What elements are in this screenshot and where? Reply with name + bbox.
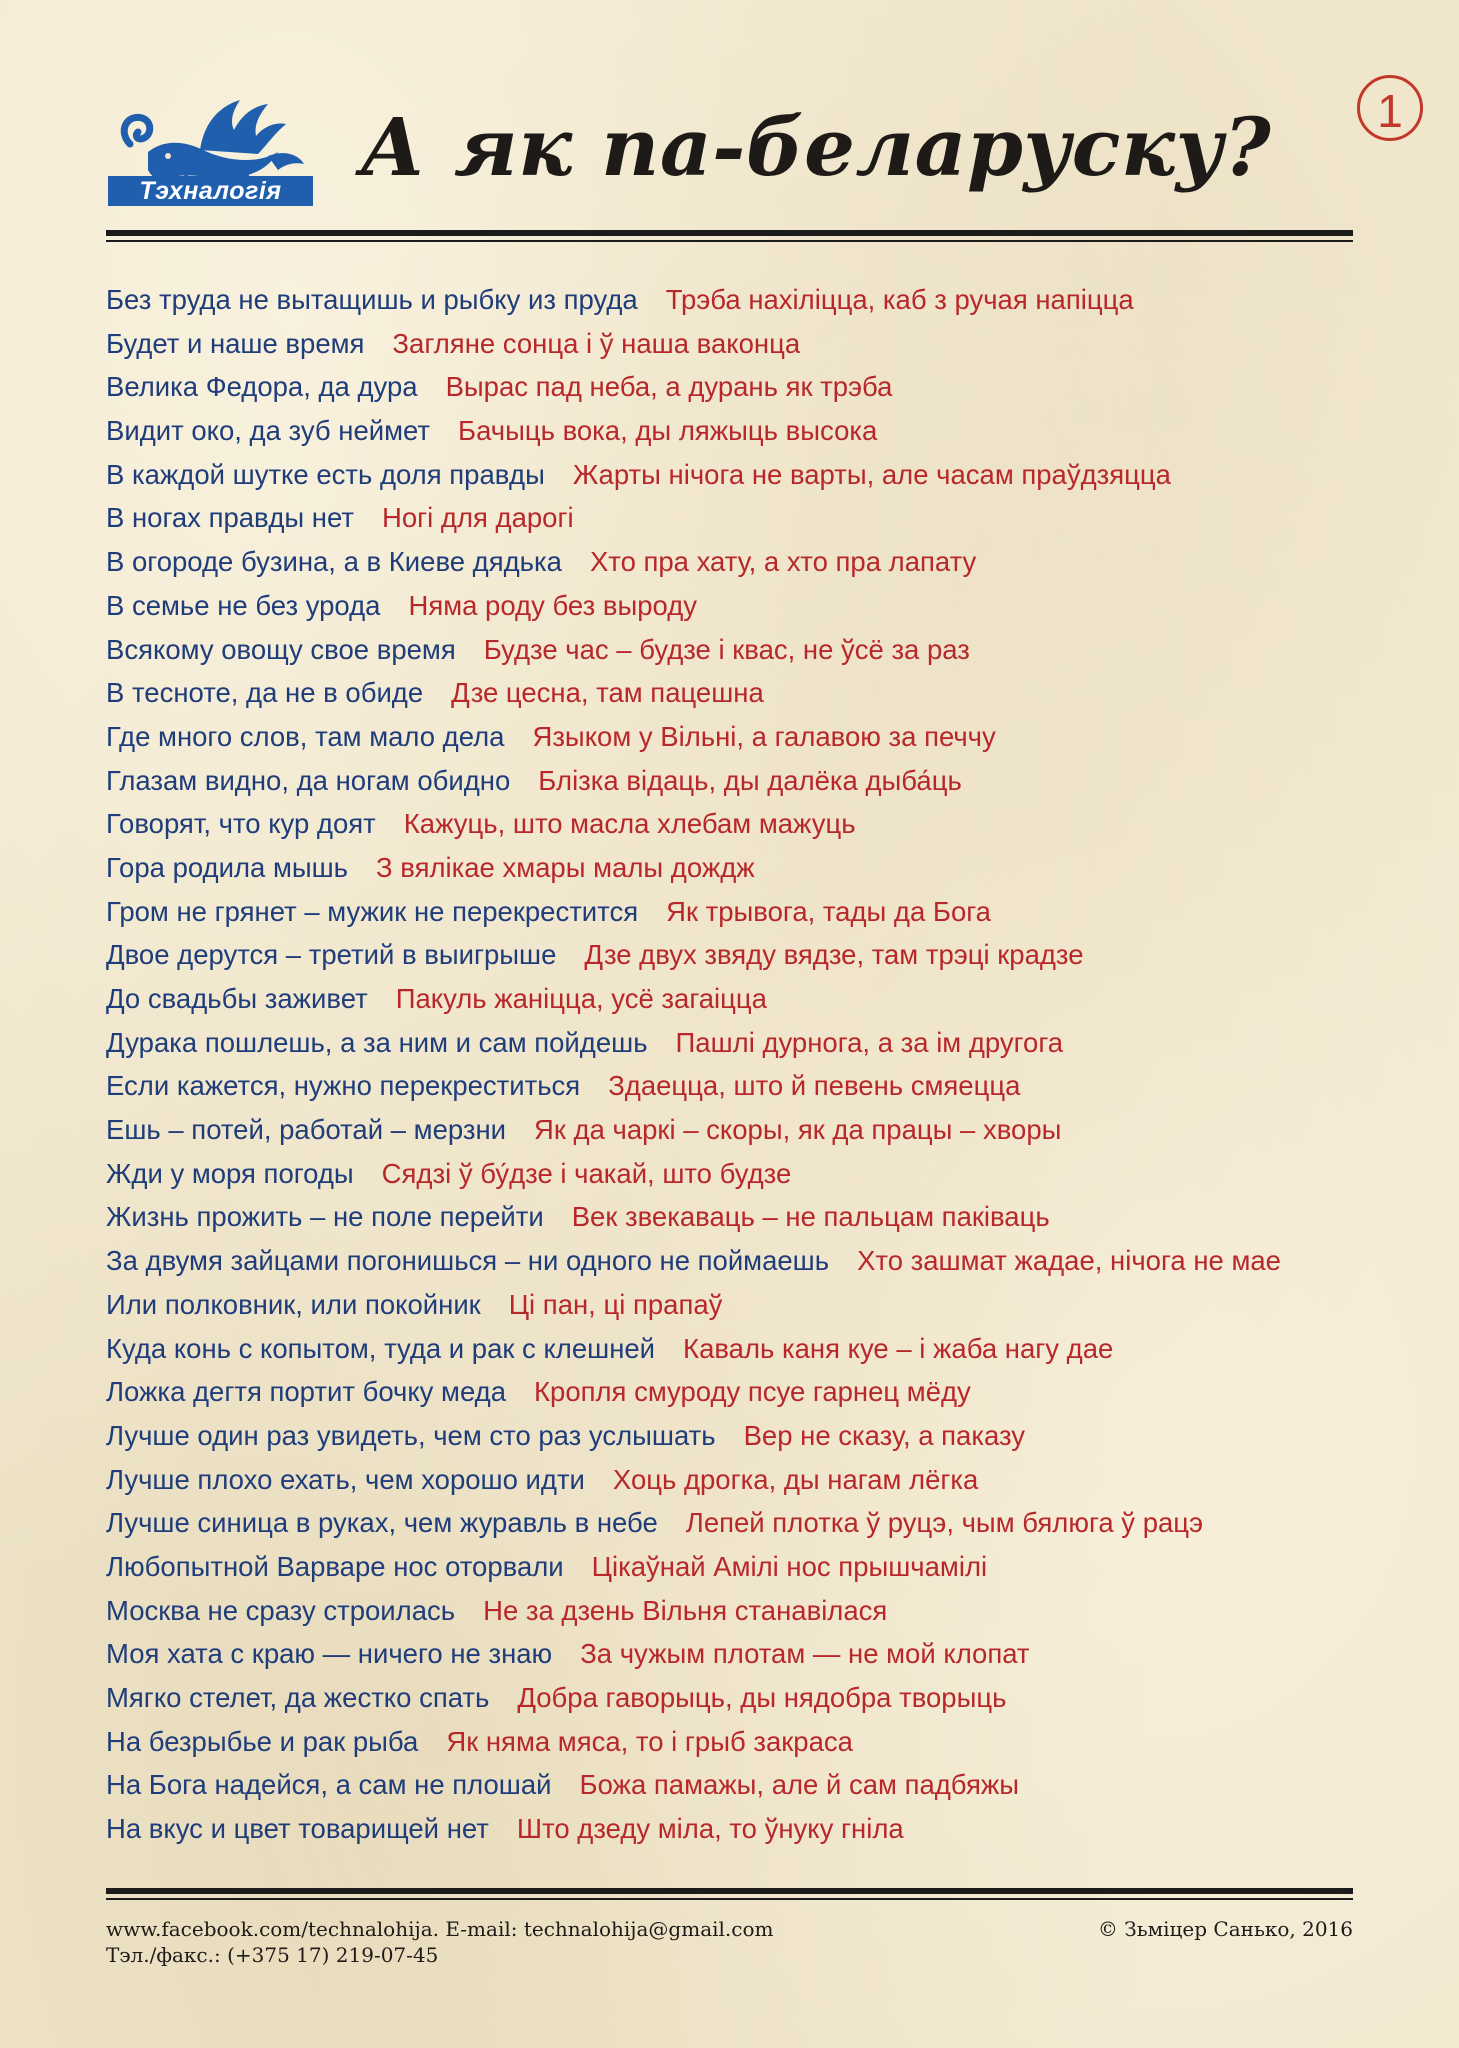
russian-proverb: До свадьбы заживет (106, 983, 368, 1014)
russian-proverb: Лучше один раз увидеть, чем сто раз услышать (106, 1419, 716, 1451)
header-rule-thick (106, 230, 1353, 236)
footer-rule-thick (106, 1888, 1353, 1894)
russian-proverb: Москва не сразу строилась (106, 1594, 456, 1626)
logo-wordmark: Тэхналогія (108, 176, 313, 206)
belarusian-equivalent: Блізка відаць, ды далёка дыба́ць (538, 764, 962, 796)
proverb-row (106, 1501, 1281, 1545)
belarusian-equivalent: Бачыць вока, ды ляжыць высока (458, 415, 878, 447)
proverb-row (106, 322, 1281, 366)
proverb-row (106, 1283, 1281, 1327)
belarusian-equivalent: Сядзі ў бу́дзе і чакай, што будзе (381, 1157, 792, 1189)
proverb-row (106, 759, 1281, 803)
belarusian-equivalent: Ногі для дарогі (381, 502, 574, 534)
belarusian-equivalent: Загляне сонца і ў наша ваконца (392, 327, 801, 359)
proverb-row (106, 1763, 1281, 1807)
belarusian-equivalent: Пашлі дурнога, а за ім другога (675, 1026, 1064, 1058)
russian-proverb: На безрыбье и рак рыба (106, 1725, 419, 1757)
belarusian-equivalent: Жарты нічога не варты, але часам праўдзяцца (572, 458, 1171, 490)
russian-proverb: В огороде бузина, а в Киеве дядька (106, 546, 562, 578)
russian-proverb: Видит око, да зуб неймет (106, 415, 431, 447)
russian-proverb: Или полковник, или покойник (106, 1288, 481, 1320)
russian-proverb: Жди у моря погоды (106, 1157, 354, 1189)
footer-phone: Тэл./факс.: (+375 17) 219-07-45 (106, 1943, 439, 1967)
proverb-row (106, 1064, 1281, 1108)
page-title: А як па-беларуску? (360, 100, 1272, 194)
belarusian-equivalent: Няма роду без выроду (408, 589, 698, 621)
russian-proverb: Глазам видно, да ногам обидно (106, 764, 511, 796)
russian-proverb: Лучше синица в руках, чем журавль в небе (106, 1507, 658, 1539)
belarusian-equivalent: Лепей плотка ў руцэ, чым бялюга ў рацэ (685, 1507, 1204, 1539)
proverb-row (106, 846, 1281, 890)
russian-proverb: Где много слов, там мало дела (106, 720, 505, 752)
russian-proverb: В ногах правды нет (106, 502, 354, 534)
page-number-badge: 1 (1357, 75, 1423, 141)
belarusian-equivalent: Пакуль жаніцца, усё загаіцца (395, 983, 767, 1014)
belarusian-equivalent: Вер не сказу, а паказу (743, 1419, 1026, 1451)
russian-proverb: В семье не без урода (106, 589, 381, 621)
proverb-row (106, 1327, 1281, 1371)
proverb-row (106, 1239, 1281, 1283)
russian-proverb: Ешь – потей, работай – мерзни (106, 1114, 506, 1146)
proverb-row (106, 1108, 1281, 1152)
publisher-logo (108, 92, 313, 210)
proverb-row (106, 802, 1281, 846)
proverb-row (106, 496, 1281, 540)
proverb-row (106, 1545, 1281, 1589)
proverb-row (106, 1632, 1281, 1676)
proverb-row (106, 540, 1281, 584)
belarusian-equivalent: Як няма мяса, то і грыб закраса (446, 1725, 853, 1757)
proverb-row (106, 409, 1281, 453)
belarusian-equivalent: Хоць дрогка, ды нагам лёгка (612, 1463, 979, 1495)
belarusian-equivalent: З вялікае хмары малы дождж (376, 851, 755, 883)
proverb-row (106, 1589, 1281, 1633)
russian-proverb: Если кажется, нужно перекреститься (106, 1070, 581, 1102)
belarusian-equivalent: Што дзеду міла, то ўнуку гніла (516, 1813, 904, 1845)
russian-proverb: Любопытной Варваре нос оторвали (106, 1550, 564, 1582)
proverb-row (106, 1021, 1281, 1065)
russian-proverb: Ложка дегтя портит бочку меда (106, 1376, 506, 1408)
belarusian-equivalent: Хто зашмат жадае, нічога не мае (857, 1245, 1281, 1277)
belarusian-equivalent: Божа памажы, але й сам падбяжы (579, 1769, 1020, 1801)
russian-proverb: Жизнь прожить – не поле перейти (106, 1201, 544, 1233)
footer-web-email: www.facebook.com/technalohija. E-mail: technalohija@gmail.com (106, 1917, 774, 1941)
proverb-row (106, 1152, 1281, 1196)
belarusian-equivalent: Цікаўнай Амілі нос прышчамілі (591, 1550, 988, 1582)
russian-proverb: В тесноте, да не в обиде (106, 677, 424, 709)
proverb-list (106, 278, 1281, 1851)
belarusian-equivalent: Дзе двух звяду вядзе, там трэці крадзе (584, 939, 1084, 971)
proverb-row (106, 1676, 1281, 1720)
belarusian-equivalent: Век звекаваць – не пальцам паківаць (571, 1201, 1050, 1233)
belarusian-equivalent: Языком у Вільні, а галавою за печчу (532, 720, 996, 752)
proverb-row (106, 453, 1281, 497)
belarusian-equivalent: Хто пра хату, а хто пра лапату (589, 546, 977, 578)
proverb-row (106, 671, 1281, 715)
belarusian-equivalent: Здаецца, што й певень смяецца (608, 1070, 1021, 1102)
proverb-row (106, 584, 1281, 628)
header-rule-thin (106, 240, 1353, 242)
russian-proverb: Двое дерутся – третий в выигрыше (106, 939, 557, 971)
belarusian-equivalent: Трэба нахіліцца, каб з ручая напіцца (665, 284, 1134, 315)
proverb-row (106, 365, 1281, 409)
proverb-row (106, 278, 1281, 322)
proverb-row (106, 977, 1281, 1021)
belarusian-equivalent: Ці пан, ці прапаў (508, 1288, 723, 1320)
proverb-row (106, 1807, 1281, 1851)
belarusian-equivalent: Не за дзень Вільня станавілася (483, 1594, 888, 1626)
belarusian-equivalent: Кропля смуроду псуе гарнец мёду (534, 1376, 971, 1408)
russian-proverb: Куда конь с копытом, туда и рак с клешней (106, 1332, 656, 1364)
footer-contacts (106, 1916, 773, 1968)
belarusian-equivalent: За чужым плотам — не мой клопат (580, 1638, 1030, 1670)
russian-proverb: Моя хата с краю — ничего не знаю (106, 1638, 553, 1670)
belarusian-equivalent: Будзе час – будзе і квас, не ўсё за раз (483, 633, 970, 665)
proverb-row (106, 1414, 1281, 1458)
proverb-row (106, 1458, 1281, 1502)
proverb-row (106, 1195, 1281, 1239)
proverb-row (106, 933, 1281, 977)
footer-copyright: © Зьміцер Санько, 2016 (1097, 1917, 1353, 1941)
belarusian-equivalent: Вырас пад неба, а дурань як трэба (445, 371, 893, 403)
belarusian-equivalent: Як да чаркі – скоры, як да працы – хворы (534, 1114, 1062, 1146)
russian-proverb: Велика Федора, да дура (106, 371, 418, 403)
russian-proverb: Лучше плохо ехать, чем хорошо идти (106, 1463, 585, 1495)
russian-proverb: Мягко стелет, да жестко спать (106, 1682, 490, 1713)
russian-proverb: За двумя зайцами погонишься – ни одного не поймаешь (106, 1245, 830, 1277)
russian-proverb: Говорят, что кур доят (106, 808, 376, 840)
belarusian-equivalent: Дзе цесна, там пацешна (451, 677, 764, 709)
russian-proverb: Будет и наше время (106, 327, 365, 359)
russian-proverb: Всякому овощу свое время (106, 633, 456, 665)
russian-proverb: На Бога надейся, а сам не плошай (106, 1769, 552, 1801)
proverb-row (106, 890, 1281, 934)
russian-proverb: Гром не грянет – мужик не перекрестится (106, 895, 639, 927)
russian-proverb: На вкус и цвет товарищей нет (106, 1813, 489, 1845)
russian-proverb: Без труда не вытащишь и рыбку из пруда (106, 284, 638, 315)
proverb-row (106, 628, 1281, 672)
footer-rule-thin (106, 1898, 1353, 1900)
belarusian-equivalent: Кажуць, што масла хлебам мажуць (403, 808, 856, 840)
russian-proverb: Гора родила мышь (106, 851, 349, 883)
russian-proverb: Дурака пошлешь, а за ним и сам пойдешь (106, 1026, 648, 1058)
russian-proverb: В каждой шутке есть доля правды (106, 458, 545, 490)
belarusian-equivalent: Як трывога, тады да Бога (666, 895, 991, 927)
proverb-row (106, 715, 1281, 759)
belarusian-equivalent: Каваль каня куе – і жаба нагу дае (683, 1332, 1114, 1364)
proverb-row (106, 1720, 1281, 1764)
belarusian-equivalent: Добра гаворыць, ды нядобра творыць (517, 1682, 1007, 1713)
proverb-row (106, 1370, 1281, 1414)
